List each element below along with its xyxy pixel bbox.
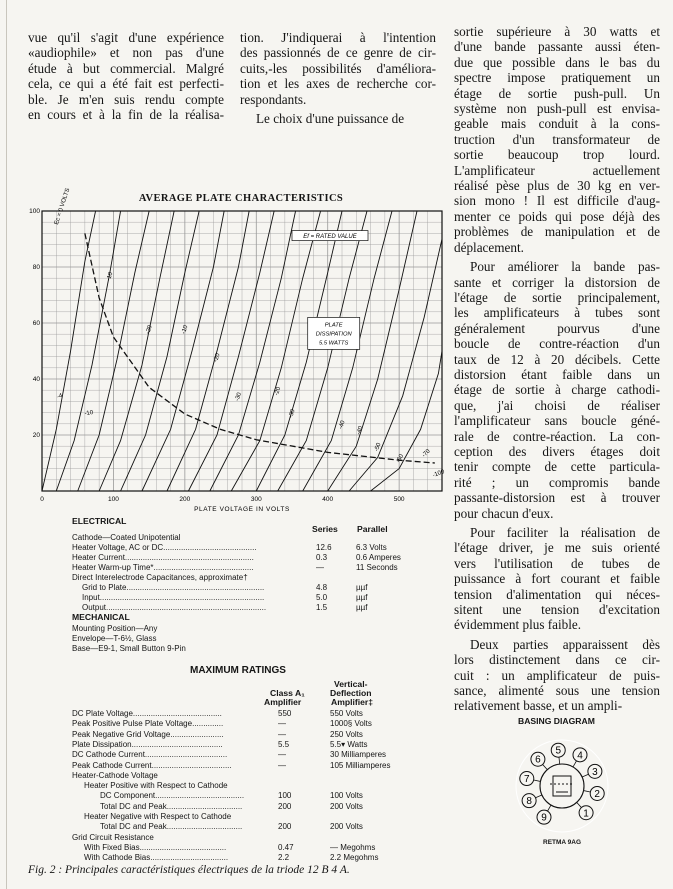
spec-row-label: Cathode—Coated Unipotential bbox=[72, 533, 181, 542]
spec-row-parallel: µµf bbox=[356, 593, 368, 602]
pin-number: 5 bbox=[555, 745, 562, 757]
rating-row-label: DC Cathode Current..................................... bbox=[72, 750, 228, 760]
text-line: pour chacun d'eux. bbox=[454, 505, 554, 521]
rating-row-label: Total DC and Peak.................................. bbox=[100, 801, 243, 811]
rating-row-class-a: — bbox=[278, 750, 286, 760]
text-line: sitent une tension d'excitation bbox=[454, 602, 660, 618]
text-line: cuits,-les possibilités d'améliora- bbox=[240, 60, 436, 76]
text-line: L'amplificateur actuellement bbox=[454, 162, 660, 178]
figure-caption: Fig. 2 : Principales caractéristiques électriques de la triode 12 B 4 A. bbox=[28, 864, 350, 876]
mechanical-specs bbox=[72, 624, 372, 658]
spec-row-series: — bbox=[316, 563, 324, 572]
text-line: geable mais conduit à la cons- bbox=[454, 116, 660, 132]
text-line: boucle de contre-réaction d'un bbox=[454, 336, 660, 352]
dissipation-box-line: PLATE bbox=[324, 322, 343, 329]
curve-label: -10 bbox=[106, 271, 115, 282]
text-line: Pour améliorer la bande pas- bbox=[470, 259, 660, 275]
pin-lead bbox=[577, 802, 582, 807]
parallel-col-head: Parallel bbox=[357, 524, 388, 534]
text-line: Pour faciliter la réalisation de bbox=[470, 525, 660, 540]
y-tick-label: 80 bbox=[32, 264, 40, 271]
text-line: sortie supérieure à 30 watts et bbox=[454, 24, 660, 39]
rating-row-class-a: — bbox=[278, 760, 286, 770]
plate-curve bbox=[278, 211, 367, 491]
rating-row-class-a: 200 bbox=[278, 822, 292, 832]
text-line: étage de sortie push-pull. Un bbox=[454, 85, 660, 101]
curve-label: -50 bbox=[373, 442, 383, 453]
spec-row-parallel: 11 Seconds bbox=[356, 563, 398, 572]
pin-number: 8 bbox=[526, 796, 532, 808]
text-line: sance, alimenté sous une tension bbox=[454, 683, 660, 699]
pin-number: 6 bbox=[535, 754, 541, 766]
text-line: taux de 12 à 20 décibels. Cette bbox=[454, 351, 660, 367]
rating-row-deflection: 1000§ Volts bbox=[330, 719, 372, 729]
curve-label: Ec = 0 VOLTS bbox=[53, 187, 72, 226]
spec-row-label: Output........................................................................ bbox=[82, 603, 267, 612]
rating-row-label: Total DC and Peak.................................. bbox=[100, 822, 243, 832]
spec-row-series: 5.0 bbox=[316, 593, 328, 602]
x-tick-label: 500 bbox=[393, 496, 405, 503]
dissipation-box-line: DISSIPATION bbox=[315, 331, 352, 338]
spec-row-series: 0.3 bbox=[316, 553, 328, 562]
ratings-col1-line2: Amplifier bbox=[264, 697, 302, 707]
rating-row-deflection: 2.2 Megohms bbox=[330, 853, 379, 863]
text-line: vue qu'il s'agit d'une expérience bbox=[28, 30, 224, 45]
basing-diagram bbox=[500, 716, 630, 846]
pin-lead bbox=[536, 795, 542, 798]
rating-row-deflection: 5.5▾ Watts bbox=[330, 739, 368, 749]
rating-row-label: Heater-Cathode Voltage bbox=[72, 770, 158, 780]
rating-row-label: Heater Positive with Respect to Cathode bbox=[84, 781, 228, 791]
spec-row-label: Heater Current.......................................................... bbox=[72, 553, 254, 562]
tube-envelope bbox=[540, 764, 584, 808]
text-line: relativement basse, et un ampli- bbox=[454, 698, 623, 714]
text-line: sante et corriger la distorsion de bbox=[454, 274, 660, 290]
text-line: sion mono ! Il est difficile d'aug- bbox=[454, 193, 660, 209]
rating-row-label: Peak Positive Pulse Plate Voltage.............. bbox=[72, 719, 224, 729]
text-line: problèmes de manipulation et de bbox=[454, 224, 660, 240]
rating-row-class-a: 200 bbox=[278, 801, 292, 811]
text-line: tion et les axes de recherche cor- bbox=[240, 76, 436, 92]
pin-lead bbox=[582, 774, 588, 777]
rating-row-label: With Cathode Bias................................... bbox=[84, 853, 229, 863]
curve-label: -100 bbox=[432, 469, 446, 479]
y-tick-label: 40 bbox=[32, 376, 40, 383]
rating-row-label: Heater Negative with Respect to Cathode bbox=[84, 812, 232, 821]
text-line: distorsion étant faible dans un bbox=[454, 366, 660, 382]
rating-row-label: Grid Circuit Resistance bbox=[72, 832, 154, 842]
electrical-heading: ELECTRICAL bbox=[72, 516, 127, 526]
rating-row-label: Plate Dissipation......................................... bbox=[72, 739, 223, 749]
x-tick-label: 400 bbox=[322, 496, 334, 503]
spec-row-parallel: 0.6 Amperes bbox=[356, 553, 401, 562]
rating-row-class-a: — bbox=[278, 719, 286, 729]
curve-label: -60 bbox=[395, 453, 406, 464]
plate-curve bbox=[121, 211, 200, 491]
rating-row-deflection: 250 Volts bbox=[330, 729, 363, 739]
text-line: rale de contre-réaction. La con- bbox=[454, 428, 660, 444]
ratings-col2-line2: Deflection bbox=[330, 688, 372, 698]
spec-row-label: Heater Voltage, AC or DC.......................................... bbox=[72, 543, 257, 552]
spec-row-series: 4.8 bbox=[316, 583, 328, 592]
text-line: étage de sortie à charge cathodi- bbox=[454, 382, 660, 398]
text-line: déplacement. bbox=[454, 239, 524, 255]
rating-row-label: Peak Cathode Current.................................... bbox=[72, 760, 232, 770]
plate-curve bbox=[210, 211, 296, 491]
text-line: truction d'un transformateur de bbox=[454, 131, 660, 147]
pin-number: 9 bbox=[541, 812, 547, 824]
text-line: respondants. bbox=[240, 91, 307, 107]
x-axis-label: PLATE VOLTAGE IN VOLTS bbox=[194, 506, 290, 513]
ratings-col2-line3: Amplifier‡ bbox=[331, 697, 374, 707]
mech-row: Envelope—T-6½, Glass bbox=[72, 634, 157, 643]
text-line: Le choix d'une puissance de bbox=[256, 111, 405, 127]
plate-curve bbox=[167, 211, 249, 491]
page-margin-line bbox=[6, 0, 7, 889]
text-line: menter ce poids qui pose déjà des bbox=[454, 208, 660, 224]
pin-lead bbox=[559, 757, 560, 764]
curve-label: -40 bbox=[338, 419, 347, 431]
spec-row-series: 12.6 bbox=[316, 543, 332, 552]
spec-row-series: 1.5 bbox=[316, 603, 328, 612]
curve-label: -20 bbox=[273, 386, 283, 397]
series-col-head: Series bbox=[312, 524, 338, 534]
mechanical-heading: MECHANICAL bbox=[72, 612, 130, 622]
text-line: lors distinctement dans ce cir- bbox=[454, 652, 660, 668]
text-line: vers l'utilisation de tubes de bbox=[454, 555, 660, 571]
plate-curve bbox=[371, 351, 442, 491]
text-line: que, j'ai choisi de réaliser bbox=[454, 397, 660, 413]
curve-label: -20 bbox=[145, 324, 154, 335]
spec-row-parallel: µµf bbox=[356, 603, 368, 612]
text-line: rité ; un compromis bande bbox=[454, 474, 660, 490]
pin-lead bbox=[534, 780, 541, 781]
text-line: passante-distorsion est à trouver bbox=[454, 490, 660, 506]
text-line: d'une bande passante aussi éten- bbox=[454, 39, 660, 55]
curve-label: -10 bbox=[181, 324, 190, 335]
text-column-middle bbox=[240, 30, 436, 126]
rating-row-label: DC Component........................................ bbox=[100, 791, 245, 801]
rating-row-label: DC Plate Voltage........................................ bbox=[72, 709, 222, 718]
pin-lead bbox=[584, 791, 591, 792]
x-tick-label: 0 bbox=[40, 496, 44, 503]
rating-row-class-a: 550 bbox=[278, 709, 292, 718]
text-line: cuit : un amplificateur de puis- bbox=[454, 667, 660, 683]
pin-number: 1 bbox=[583, 808, 589, 820]
rated-value-note: Ef = RATED VALUE bbox=[303, 234, 357, 241]
text-line: tion. J'indiquerai à l'intention bbox=[240, 30, 436, 45]
y-tick-label: 100 bbox=[29, 208, 40, 215]
text-line: les amplificateurs à tubes sont bbox=[454, 305, 660, 321]
pin-lead bbox=[548, 805, 552, 811]
text-line: l'étage de sortie principalement, bbox=[454, 289, 660, 305]
curve-label: -10 bbox=[84, 409, 94, 418]
rating-row-label: With Fixed Bias....................................... bbox=[84, 842, 227, 852]
ratings-col2-line1: Vertical- bbox=[334, 679, 368, 689]
text-line: étude à but commercial. Malgré bbox=[28, 60, 224, 76]
x-tick-label: 100 bbox=[107, 496, 119, 503]
curve-label: -20 bbox=[213, 352, 222, 363]
curve-label: -4 bbox=[56, 393, 64, 401]
maximum-ratings bbox=[72, 666, 452, 862]
curve-label: -30 bbox=[288, 408, 297, 419]
ratings-heading: MAXIMUM RATINGS bbox=[190, 665, 286, 676]
x-tick-label: 200 bbox=[179, 496, 191, 503]
text-column-left bbox=[28, 30, 224, 122]
text-line: puissance à fort courant et faible bbox=[454, 571, 660, 587]
text-line: «audiophile» et non pas d'une bbox=[28, 45, 224, 61]
plate-curve bbox=[328, 211, 417, 491]
text-line: système non push-pull est envisa- bbox=[454, 101, 660, 117]
text-line: tension d'alimentation qui néces- bbox=[454, 586, 660, 602]
basing-svg bbox=[500, 728, 630, 848]
spec-row-parallel: µµf bbox=[356, 583, 368, 592]
x-tick-label: 300 bbox=[250, 496, 262, 503]
text-line: Deux parties apparaissent dès bbox=[470, 636, 660, 652]
text-line: réalisé pèse plus de 30 kg en ver- bbox=[454, 178, 660, 194]
text-line: ception des divers étages doit bbox=[454, 443, 660, 459]
plate-curve bbox=[142, 211, 224, 491]
spec-row-parallel: 6.3 Volts bbox=[356, 543, 387, 552]
rating-row-deflection: 550 Volts bbox=[330, 709, 363, 718]
chart-title: AVERAGE PLATE CHARACTERISTICS bbox=[138, 193, 344, 204]
plate-characteristics-chart bbox=[29, 187, 450, 520]
text-line: due que possible dans le bas du bbox=[454, 54, 660, 70]
rating-row-label: Peak Negative Grid Voltage........................ bbox=[72, 729, 224, 739]
pin-number: 4 bbox=[577, 750, 583, 762]
rating-row-deflection: — Megohms bbox=[330, 842, 376, 852]
plate-curve bbox=[42, 211, 96, 491]
ratings-col1-line1: Class A₁ bbox=[270, 688, 305, 698]
text-line: des passionnés de ce genre de cir- bbox=[240, 45, 436, 61]
text-line: l'amplificateur sans boucle géné- bbox=[454, 413, 660, 429]
spec-row-label: Input.......................................................................... bbox=[82, 593, 265, 602]
basing-label: RETMA 9AG bbox=[543, 839, 582, 846]
pin-lead bbox=[573, 761, 577, 767]
curve-label: -40 bbox=[356, 425, 365, 436]
text-column-right bbox=[454, 24, 660, 714]
plate-curve bbox=[56, 211, 120, 491]
text-line: spectre impose pratiquement un bbox=[454, 70, 660, 86]
text-line: tenir compte de cette particula- bbox=[454, 459, 660, 475]
text-line: évidemment plus faible. bbox=[454, 617, 582, 633]
dissipation-curve bbox=[85, 233, 435, 463]
rating-row-deflection: 105 Milliamperes bbox=[330, 760, 391, 770]
rating-row-deflection: 100 Volts bbox=[330, 791, 363, 801]
electrical-specs bbox=[72, 516, 401, 626]
spec-row-label: Heater Warm-up Time*............................................. bbox=[72, 563, 254, 572]
plate-curve bbox=[99, 211, 174, 491]
basing-title: BASING DIAGRAM bbox=[518, 716, 595, 726]
spec-row-label: Direct Interelectrode Capacitances, approximate† bbox=[72, 573, 248, 582]
mech-row: Mounting Position—Any bbox=[72, 624, 158, 633]
rating-row-class-a: 5.5 bbox=[278, 739, 290, 749]
plate-curve bbox=[231, 211, 320, 491]
pin-number: 7 bbox=[524, 774, 530, 786]
text-line: l'étage driver, je me suis orienté bbox=[454, 540, 660, 556]
rating-row-class-a: 0.47 bbox=[278, 842, 294, 852]
y-tick-label: 60 bbox=[32, 320, 40, 327]
text-line: sortie beaucoup trop lourd. bbox=[454, 147, 660, 163]
rating-row-class-a: — bbox=[278, 729, 286, 739]
spec-row-label: Grid to Plate.............................................................. bbox=[82, 583, 265, 592]
chart-svg bbox=[29, 187, 450, 520]
text-line: cela, ce qui a été fait est perfecti- bbox=[28, 76, 224, 92]
pin-lead bbox=[543, 764, 548, 769]
rating-row-class-a: 100 bbox=[278, 791, 292, 801]
rating-row-deflection: 200 Volts bbox=[330, 822, 363, 832]
text-line: en cours et à la fin de la réalisa- bbox=[28, 107, 224, 123]
curve-label: -70 bbox=[421, 448, 432, 459]
y-tick-label: 20 bbox=[32, 432, 40, 439]
text-line: généralement pourvus d'une bbox=[454, 320, 660, 336]
rating-row-deflection: 200 Volts bbox=[330, 801, 363, 811]
dissipation-box-line: 5.5 WATTS bbox=[319, 340, 349, 347]
mech-row: Base—E9-1, Small Button 9-Pin bbox=[72, 644, 186, 653]
rating-row-class-a: 2.2 bbox=[278, 853, 290, 863]
pin-number: 3 bbox=[592, 766, 598, 778]
rating-row-deflection: 30 Milliamperes bbox=[330, 750, 387, 760]
text-line: ble. Je m'en suis rendu compte bbox=[28, 91, 224, 107]
plate-symbol bbox=[553, 776, 571, 796]
curve-label: -30 bbox=[234, 391, 244, 403]
pin-number: 2 bbox=[594, 788, 600, 800]
